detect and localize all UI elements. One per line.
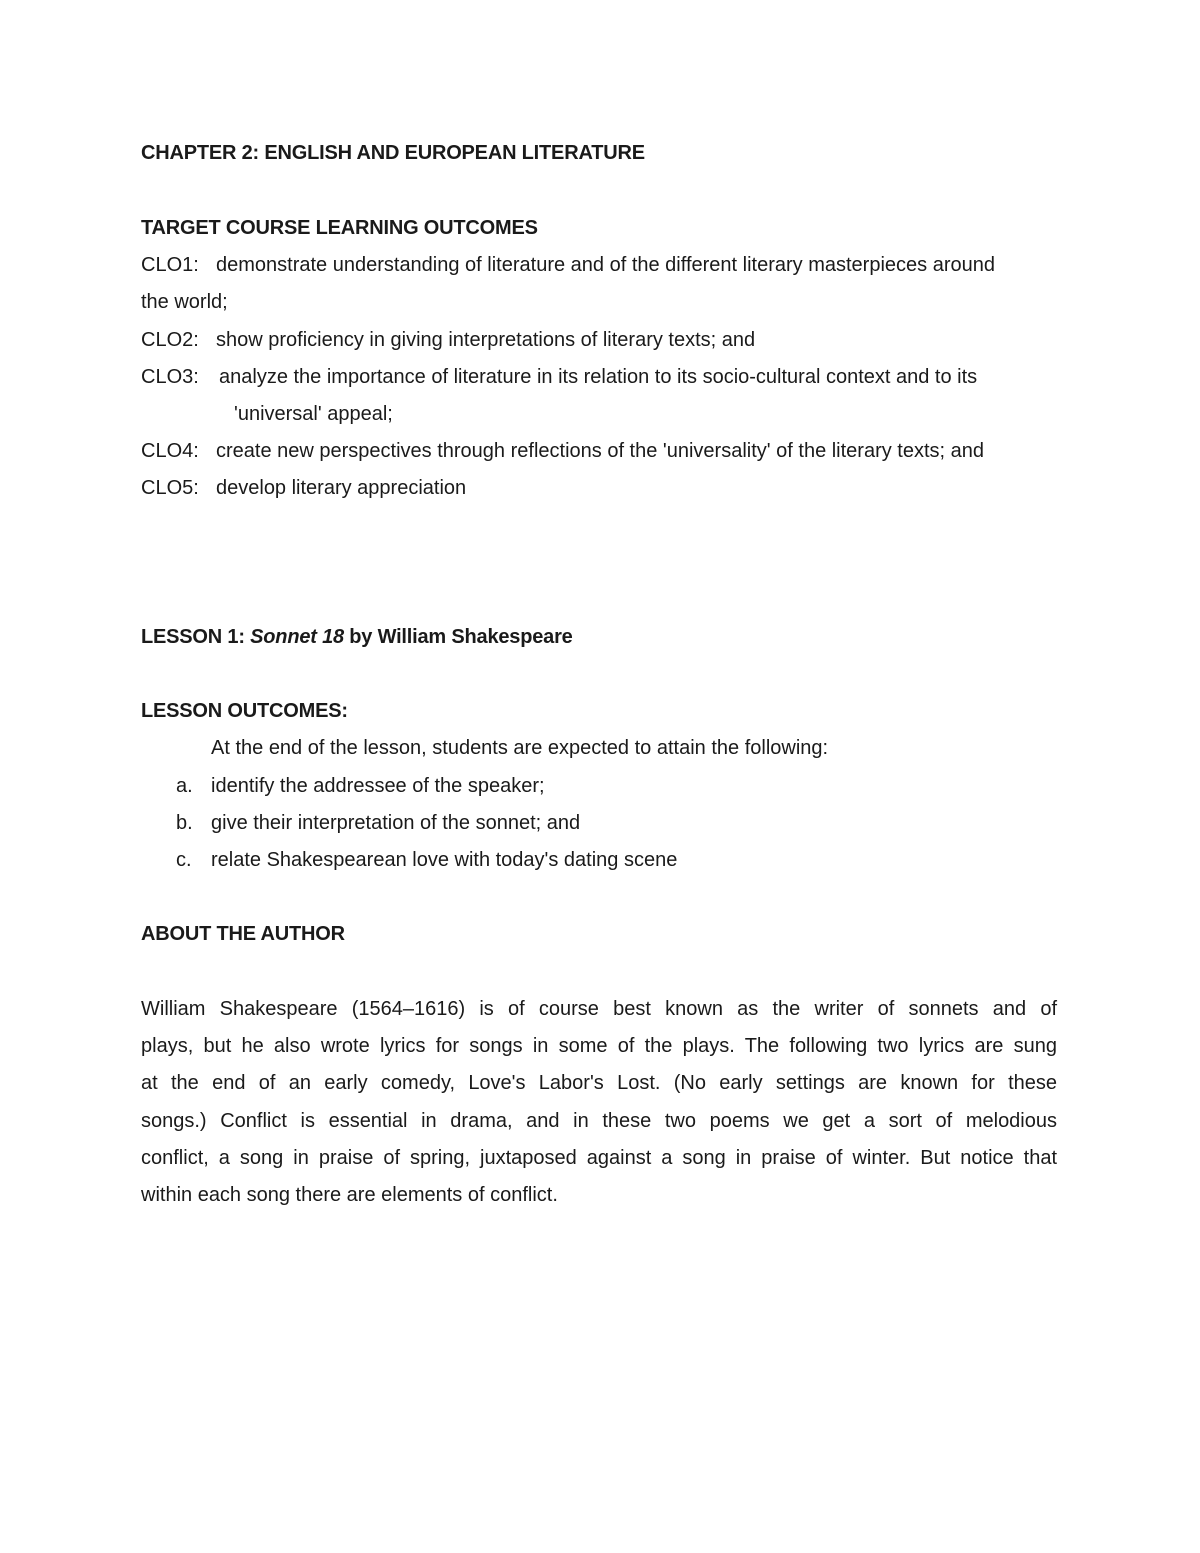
clo-text: demonstrate understanding of literature and of the different literary masterpieces around — [216, 254, 995, 276]
lesson-outcomes-heading: LESSON OUTCOMES: — [141, 700, 348, 722]
lesson-title — [141, 626, 573, 649]
list-marker: b. — [176, 812, 193, 834]
about-author-line-2: plays, but he also wrote lyrics for songs in some of the plays. The following two lyrics are sung — [141, 1035, 1057, 1057]
clo-text: show proficiency in giving interpretations of literary texts; and — [216, 329, 756, 351]
clo-item-1-continuation: the world; — [141, 291, 228, 313]
about-author-line-4: songs.) Conflict is essential in drama, and in these two poems we get a sort of melodious — [141, 1110, 1057, 1132]
clo-code: CLO1: — [141, 254, 199, 276]
clo-item-5 — [141, 477, 466, 500]
about-author-line-5: conflict, a song in praise of spring, juxtaposed against a song in praise of winter. But notice that — [141, 1147, 1057, 1169]
about-author-heading: ABOUT THE AUTHOR — [141, 923, 345, 945]
lesson-author: by William Shakespeare — [349, 626, 573, 648]
clo-item-2 — [141, 329, 755, 352]
clo-text: analyze the importance of literature in its relation to its socio-cultural context and to its — [219, 366, 978, 388]
about-author-line-6: within each song there are elements of conflict. — [141, 1184, 558, 1206]
clo-text: develop literary appreciation — [216, 477, 467, 499]
list-marker: a. — [176, 775, 193, 797]
clo-item-3 — [141, 366, 977, 389]
list-item-text: identify the addressee of the speaker; — [211, 775, 545, 797]
about-author-line-3: at the end of an early comedy, Love's Labor's Lost. (No early settings are known for these — [141, 1072, 1057, 1094]
lesson-outcome-a — [176, 775, 545, 798]
lesson-prefix: LESSON 1: — [141, 626, 245, 648]
clo-item-4 — [141, 440, 984, 463]
list-item-text: relate Shakespearean love with today's dating scene — [211, 849, 678, 871]
clo-code: CLO2: — [141, 329, 199, 351]
clo-code: CLO3: — [141, 366, 199, 388]
clo-code: CLO4: — [141, 440, 199, 462]
clo-text: create new perspectives through reflections of the 'universality' of the literary texts; and — [216, 440, 985, 462]
lesson-outcome-b — [176, 812, 580, 835]
list-item-text: give their interpretation of the sonnet; and — [211, 812, 581, 834]
chapter-title: CHAPTER 2: ENGLISH AND EUROPEAN LITERATURE — [141, 142, 645, 164]
clo-code: CLO5: — [141, 477, 199, 499]
lesson-outcomes-intro: At the end of the lesson, students are expected to attain the following: — [211, 737, 829, 759]
clo-item-1 — [141, 254, 1057, 277]
lesson-outcome-c — [176, 849, 677, 872]
clo-item-3-continuation: 'universal' appeal; — [234, 403, 393, 425]
target-outcomes-heading: TARGET COURSE LEARNING OUTCOMES — [141, 217, 538, 239]
lesson-work-title: Sonnet 18 — [250, 626, 344, 648]
about-author-line-1: William Shakespeare (1564–1616) is of course best known as the writer of sonnets and of — [141, 998, 1057, 1020]
list-marker: c. — [176, 849, 192, 871]
